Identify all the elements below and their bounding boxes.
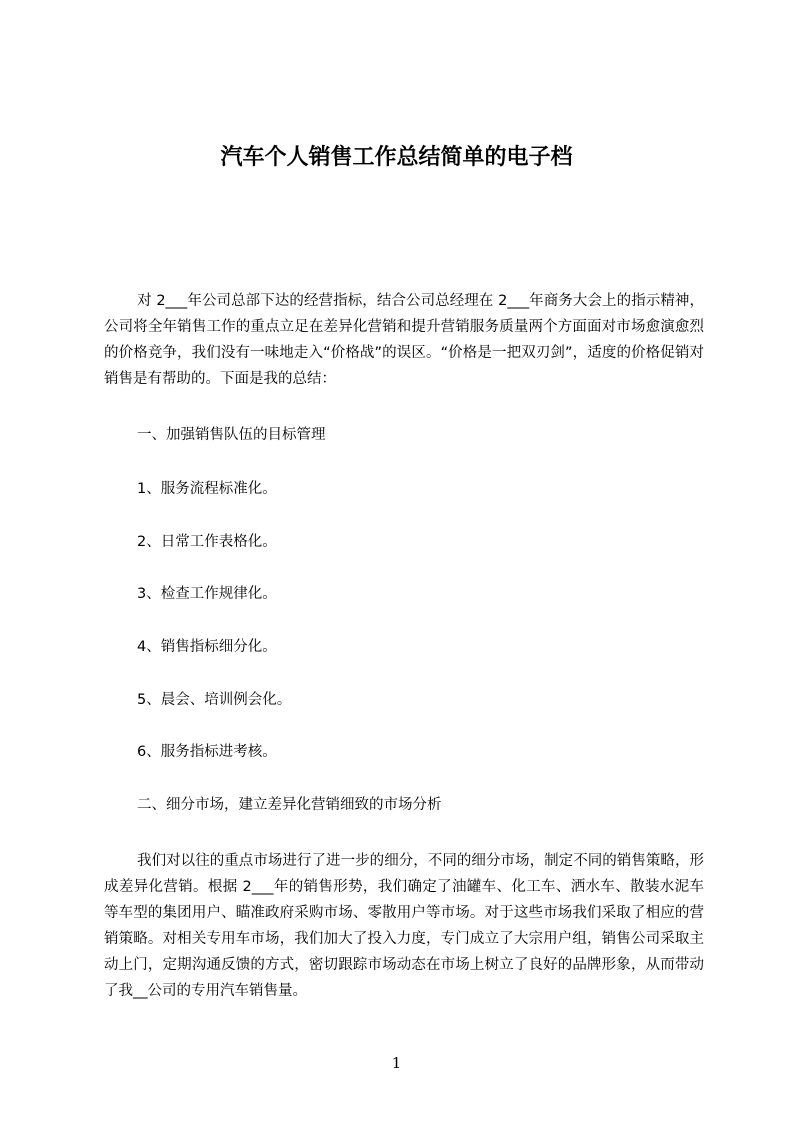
intro-paragraph-text: 对 2___年公司总部下达的经营指标，结合公司总经理在 2___年商务大会上的指示精神，公司将全年销售工作的重点立足在差异化营销和提升营销服务质量两个方面面对市场愈演愈烈的价格竞争，我们没有一味地走入“价格战”的误区。“价格是一把双刃剑”，适度的价格促销对销售是有帮助的。下面是我的总结： (104, 293, 704, 387)
list-item: 2、日常工作表格化。 (137, 534, 277, 550)
section2-paragraph (104, 848, 704, 1004)
list-item: 5、晨会、培训例会化。 (137, 692, 292, 708)
section-heading-2: 二、细分市场，建立差异化营销细致的市场分析 (137, 797, 442, 813)
list-item: 1、服务流程标准化。 (137, 481, 277, 497)
document-title: 汽车个人销售工作总结简单的电子档 (220, 145, 573, 170)
list-item: 3、检查工作规律化。 (137, 586, 277, 602)
section-heading-1: 一、加强销售队伍的目标管理 (137, 427, 326, 443)
intro-paragraph (104, 288, 704, 392)
section2-paragraph-text: 我们对以往的重点市场进行了进一步的细分，不同的细分市场，制定不同的销售策略，形成差异化营销。根据 2___年的销售形势，我们确定了油罐车、化工车、洒水车、散装水泥车等车型的集团用户、瞄准政府采购市场、零散用户等市场。对于这些市场我们采取了相应的营销策略。对相关专用车市场，我们加大了投入力度，专门成立了大宗用户组，销售公司采取主动上门，定期沟通反馈的方式，密切跟踪市场动态在市场上树立了良好的品牌形象，从而带动了我__公司的专用汽车销售量。 (104, 853, 704, 999)
list-item: 6、服务指标进考核。 (137, 744, 277, 760)
page-number: 1 (391, 1054, 402, 1072)
list-item: 4、销售指标细分化。 (137, 639, 277, 655)
